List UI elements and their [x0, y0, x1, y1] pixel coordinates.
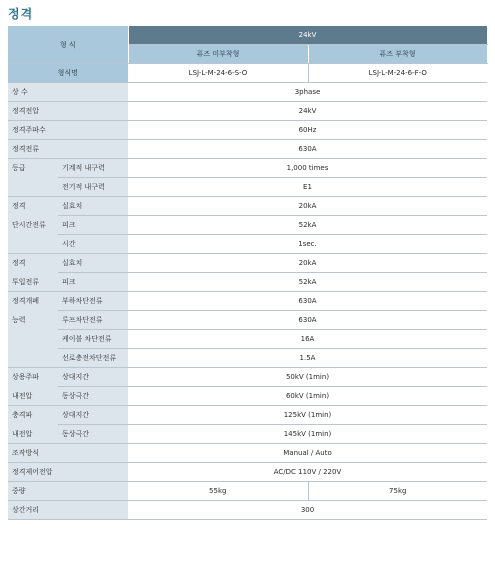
breaking-cable-label: 케이블 차단전류: [58, 330, 128, 349]
row-making-peak: [8, 273, 487, 292]
row-rated-voltage: [8, 102, 487, 121]
weight-value-a: 55kg: [128, 482, 308, 501]
row-short-peak: [8, 216, 487, 235]
short-rms-value: 20kA: [128, 197, 487, 216]
power-freq-label-1: 상용주파: [8, 368, 58, 387]
row-breaking-load: [8, 292, 487, 311]
breaking-label-2: 능력: [8, 311, 58, 330]
page-title: 정격: [8, 7, 34, 21]
variant-b-header: 퓨즈 부착형: [308, 45, 487, 64]
row-operation: [8, 444, 487, 463]
pf-ground-label: 상대지간: [58, 368, 128, 387]
making-label-1: 정격: [8, 254, 58, 273]
rated-current-value: 630A: [128, 140, 487, 159]
type-label: 형 식: [8, 26, 128, 64]
row-grade-elec: [8, 178, 487, 197]
breaking-line-value: 1.5A: [128, 349, 487, 368]
row-breaking-line: [8, 349, 487, 368]
mech-value: 1,000 times: [128, 159, 487, 178]
making-label-2: 투입전류: [8, 273, 58, 292]
operation-label: 조작방식: [8, 444, 128, 463]
control-voltage-value: AC/DC 110V / 220V: [128, 463, 487, 482]
rated-frequency-value: 60Hz: [128, 121, 487, 140]
elec-label: 전기적 내구력: [58, 178, 128, 197]
breaking-loop-label: 루프차단전류: [58, 311, 128, 330]
pf-pole-value: 60kV (1min): [128, 387, 487, 406]
pf-pole-label: 동상극간: [58, 387, 128, 406]
row-short-rms: [8, 197, 487, 216]
breaking-load-label: 부하차단전류: [58, 292, 128, 311]
impulse-label-2: 내전압: [8, 425, 58, 444]
row-rated-current: [8, 140, 487, 159]
spec-table: [8, 26, 488, 520]
pf-ground-value: 50kV (1min): [128, 368, 487, 387]
short-time-value: 1sec.: [128, 235, 487, 254]
grade-label: 등급: [8, 159, 58, 197]
row-grade-mech: [8, 159, 487, 178]
model-label: 형식명: [8, 64, 128, 83]
row-pf-ground: [8, 368, 487, 387]
row-weight: [8, 482, 487, 501]
breaking-loop-value: 630A: [128, 311, 487, 330]
rated-voltage-value: 24kV: [128, 102, 487, 121]
making-rms-value: 20kA: [128, 254, 487, 273]
voltage-header: 24kV: [128, 26, 487, 45]
row-imp-ground: [8, 406, 487, 425]
control-voltage-label: 정격제어전압: [8, 463, 128, 482]
row-phase-distance: [8, 501, 487, 520]
rated-voltage-label: 정격전압: [8, 102, 128, 121]
phase-value: 3phase: [128, 83, 487, 102]
short-peak-label: 피크: [58, 216, 128, 235]
phase-label: 상 수: [8, 83, 128, 102]
making-rms-label: 실효치: [58, 254, 128, 273]
row-imp-pole: [8, 425, 487, 444]
short-time-label-1: 정격: [8, 197, 58, 216]
short-rms-label: 실효치: [58, 197, 128, 216]
row-control-voltage: [8, 463, 487, 482]
phase-distance-label: 상간거리: [8, 501, 128, 520]
making-peak-value: 52kA: [128, 273, 487, 292]
row-short-time: [8, 235, 487, 254]
elec-value: E1: [128, 178, 487, 197]
variant-a-header: 퓨즈 미부착형: [128, 45, 308, 64]
header-row-model: [8, 64, 487, 83]
breaking-cable-value: 16A: [128, 330, 487, 349]
weight-value-b: 75kg: [308, 482, 487, 501]
power-freq-label-2: 내전압: [8, 387, 58, 406]
operation-value: Manual / Auto: [128, 444, 487, 463]
row-making-rms: [8, 254, 487, 273]
weight-label: 중량: [8, 482, 128, 501]
imp-pole-value: 145kV (1min): [128, 425, 487, 444]
imp-ground-value: 125kV (1min): [128, 406, 487, 425]
breaking-label-1: 정격개폐: [8, 292, 58, 311]
breaking-line-label: 선로충전차단전류: [58, 349, 128, 368]
making-peak-label: 피크: [58, 273, 128, 292]
phase-distance-value: 300: [128, 501, 487, 520]
header-row-voltage: [8, 26, 487, 45]
model-a: LSJ-L-M-24-6-S-O: [128, 64, 308, 83]
impulse-label-1: 충격파: [8, 406, 58, 425]
imp-ground-label: 상대지간: [58, 406, 128, 425]
rated-current-label: 정격전류: [8, 140, 128, 159]
row-phase: [8, 83, 487, 102]
breaking-load-value: 630A: [128, 292, 487, 311]
short-time-label: 시간: [58, 235, 128, 254]
imp-pole-label: 동상극간: [58, 425, 128, 444]
rated-frequency-label: 정격주파수: [8, 121, 128, 140]
mech-label: 기계적 내구력: [58, 159, 128, 178]
row-breaking-cable: [8, 330, 487, 349]
row-rated-frequency: [8, 121, 487, 140]
row-breaking-loop: [8, 311, 487, 330]
short-peak-value: 52kA: [128, 216, 487, 235]
model-b: LSJ-L-M-24-6-F-O: [308, 64, 487, 83]
short-time-label-2: 단시간전류: [8, 216, 58, 235]
row-pf-pole: [8, 387, 487, 406]
